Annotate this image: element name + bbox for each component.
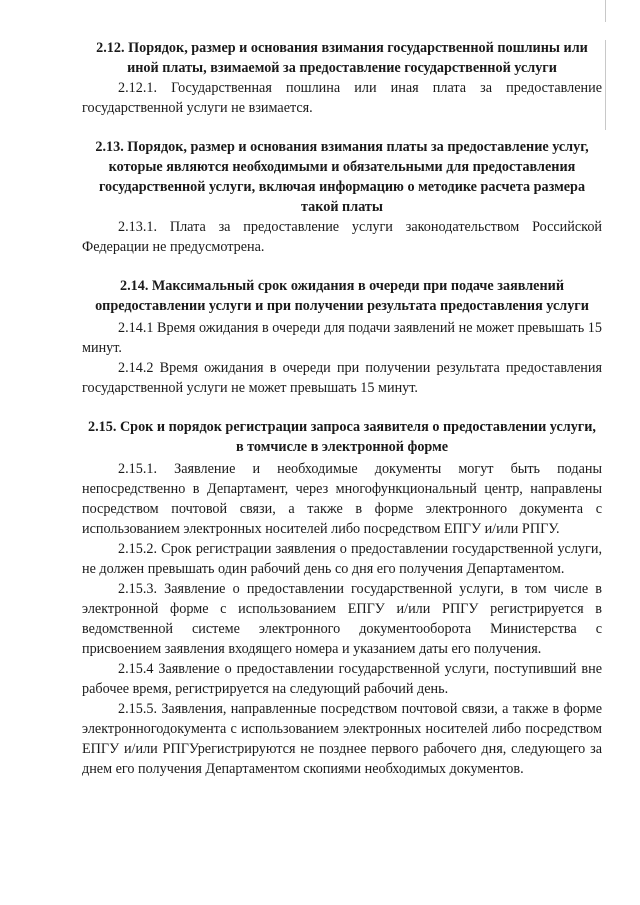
section-heading: 2.15. Срок и порядок регистрации запроса заявителя о предоставлении услуги, в томчисле в электронной форме [88,419,596,455]
scan-edge-line-top [605,0,606,22]
paragraph: 2.15.1. Заявление и необходимые документы могут быть поданы непосредственно в Департамент, через многофункциональный центр, направлены посредством почтовой связи, а также в форме электронного документа с использованием электронных носителей либо посредством ЕПГУ и/или РПГУ. [82,461,602,537]
paragraph: 2.15.2. Срок регистрации заявления о предоставлении государственной услуги, не должен превышать один рабочий день со дня его получения Департаментом. [82,541,602,577]
section-2-15 [82,417,602,779]
paragraph: 2.13.1. Плата за предоставление услуги законодательством Российской Федерации не предусмотрена. [82,219,602,255]
paragraph: 2.15.5. Заявления, направленные посредством почтовой связи, а также в форме электронногодокумента с использованием электронных носителей либо посредством ЕПГУ и/или РПГУрегистрируются не позднее первого рабочего дня, следующего за днем его получения Департаментом скопиями необходимых документов. [82,701,602,777]
section-2-12 [82,38,602,118]
paragraph: 2.14.1 Время ожидания в очереди для подачи заявлений не может превышать 15 минут. [82,320,602,356]
section-heading: 2.13. Порядок, размер и основания взимания платы за предоставление услуг, которые являются необходимыми и обязательными для предоставления государственной услуги, включая информацию о методике расчета размера такой платы [95,139,589,215]
paragraph: 2.15.4 Заявление о предоставлении государственной услуги, поступивший вне рабочее время, регистрируется на следующий рабочий день. [82,661,602,697]
paragraph: 2.15.3. Заявление о предоставлении государственной услуги, в том числе в электронной форме с использованием ЕПГУ и/или РПГУ регистрируется в ведомственной системе электронного документооборота Министерства с присвоением заявления входящего номера и указанием даты его получения. [82,581,602,657]
section-heading: 2.12. Порядок, размер и основания взимания государственной пошлины или иной платы, взимаемой за предоставление государственной услуги [96,40,588,76]
scan-edge-line-side [605,40,606,130]
section-2-13 [82,137,602,257]
paragraph: 2.12.1. Государственная пошлина или иная плата за предоставление государственной услуги не взимается. [82,80,602,116]
section-heading: 2.14. Максимальный срок ожидания в очереди при подаче заявлений опредоставлении услуги и при получении результата предоставления услуги [95,278,589,314]
document-page [82,38,602,779]
section-2-14 [82,276,602,398]
paragraph: 2.14.2 Время ожидания в очереди при получении результата предоставления государственной услуги не может превышать 15 минут. [82,360,602,396]
